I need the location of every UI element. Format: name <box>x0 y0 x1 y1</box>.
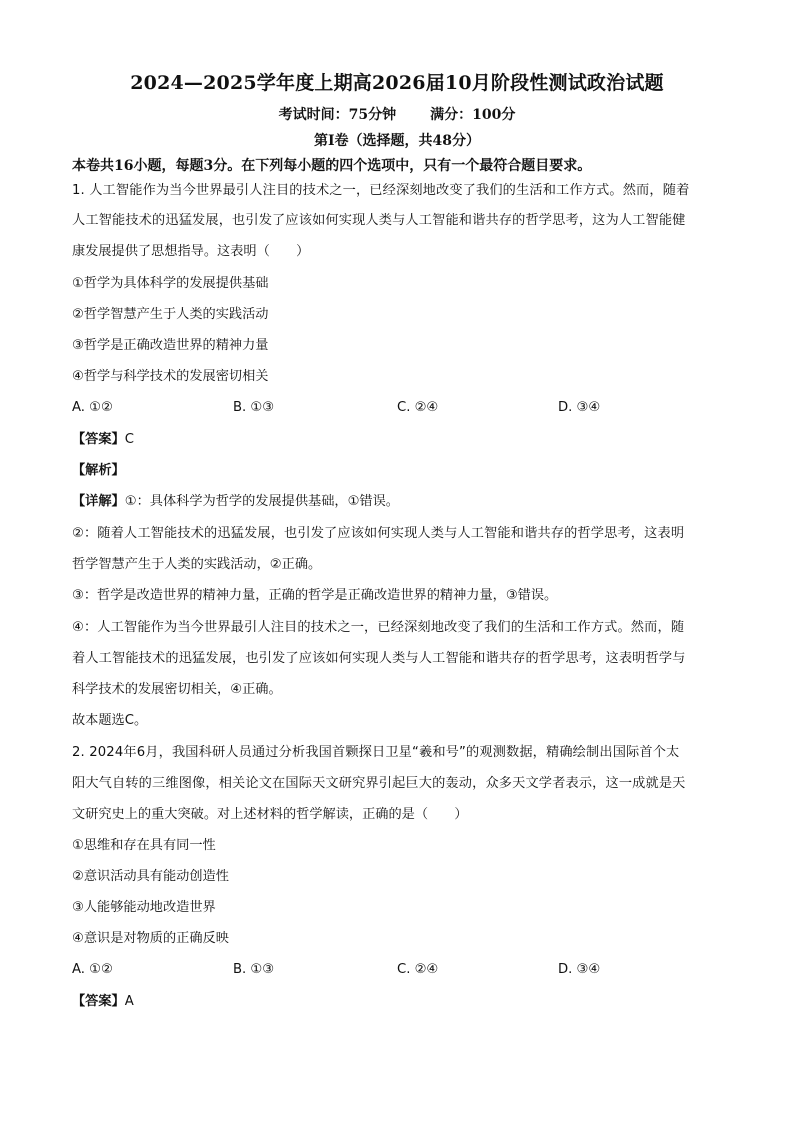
q2-item: ①思维和存在具有同一性 <box>72 838 216 853</box>
q2-stem-line: 阳大气自转的三维图像，相关论文在国际天文研究界引起巨大的轰动，众多天文学者表示，这一成就是天 <box>72 776 686 791</box>
q1-detail-first: 【详解】①：具体科学为哲学的发展提供基础，①错误。 <box>72 494 399 509</box>
q1-detail-line: 哲学智慧产生于人类的实践活动，②正确。 <box>72 557 322 572</box>
q1-stem-line: 1. 人工智能作为当今世界最引人注目的技术之一，已经深刻地改变了我们的生活和工作方式。然而，随着 <box>72 183 690 198</box>
exam-meta <box>0 104 794 124</box>
q2-answer-value: A <box>124 994 134 1009</box>
exam-score: 满分：100分 <box>430 107 516 123</box>
q1-detail-line: ③：哲学是改造世界的精神力量，正确的哲学是正确改造世界的精神力量，③错误。 <box>72 588 558 603</box>
page-title: 2024—2025学年度上期高2026届10月阶段性测试政治试题 <box>130 72 664 94</box>
q1-item: ③哲学是正确改造世界的精神力量 <box>72 338 269 353</box>
q1-item: ④哲学与科学技术的发展密切相关 <box>72 369 269 384</box>
q1-detail-line: ④：人工智能作为当今世界最引人注目的技术之一，已经深刻地改变了我们的生活和工作方式。然而，随 <box>72 620 685 635</box>
q1-conclusion: 故本题选C。 <box>72 713 148 728</box>
q2-stem-line: 2. 2024年6月，我国科研人员通过分析我国首颗探日卫星“羲和号”的观测数据，精确绘制出国际首个太 <box>72 745 680 760</box>
q1-option-a: A. ①② <box>72 400 113 415</box>
q2-options <box>72 962 732 980</box>
section-heading: 第Ⅰ卷（选择题，共48分） <box>313 133 481 149</box>
q1-options <box>72 400 732 418</box>
q2-stem-line: 文研究史上的重大突破。对上述材料的哲学解读，正确的是（ ） <box>72 807 468 822</box>
q2-answer <box>72 993 732 1011</box>
q2-option-a: A. ①② <box>72 962 113 977</box>
q1-answer <box>72 431 732 449</box>
q1-analysis-tag: 【解析】 <box>72 463 125 478</box>
q1-detail-line: ②：随着人工智能技术的迅猛发展，也引发了应该如何实现人类与人工智能和谐共存的哲学思考，这表明 <box>72 526 685 541</box>
q2-option-b: B. ①③ <box>233 962 275 977</box>
q2-item: ③人能够能动地改造世界 <box>72 900 216 915</box>
q1-item: ①哲学为具体科学的发展提供基础 <box>72 276 269 291</box>
detail-tag: 【详解】 <box>72 494 125 509</box>
q1-detail-line: 着人工智能技术的迅猛发展，也引发了应该如何实现人类与人工智能和谐共存的哲学思考，这表明哲学与 <box>72 651 686 666</box>
q1-stem-line: 康发展提供了思想指导。这表明（ ） <box>72 244 310 259</box>
q2-item: ②意识活动具有能动创造性 <box>72 869 229 884</box>
section-instruction: 本卷共16小题，每题3分。在下列每小题的四个选项中，只有一个最符合题目要求。 <box>72 158 592 174</box>
q2-item: ④意识是对物质的正确反映 <box>72 931 229 946</box>
q2-option-c: C. ②④ <box>397 962 439 977</box>
q1-item: ②哲学智慧产生于人类的实践活动 <box>72 307 269 322</box>
q2-option-d: D. ③④ <box>558 962 601 977</box>
q1-stem-line: 人工智能技术的迅猛发展，也引发了应该如何实现人类与人工智能和谐共存的哲学思考，这为人工智能健 <box>72 213 686 228</box>
q1-answer-value: C <box>124 432 134 447</box>
q1-detail-line: 科学技术的发展密切相关，④正确。 <box>72 682 282 697</box>
answer-tag: 【答案】 <box>72 432 125 447</box>
exam-time: 考试时间：75分钟 <box>278 107 397 123</box>
q1-option-c: C. ②④ <box>397 400 439 415</box>
q1-option-b: B. ①③ <box>233 400 275 415</box>
answer-tag: 【答案】 <box>72 994 125 1009</box>
q1-option-d: D. ③④ <box>558 400 601 415</box>
